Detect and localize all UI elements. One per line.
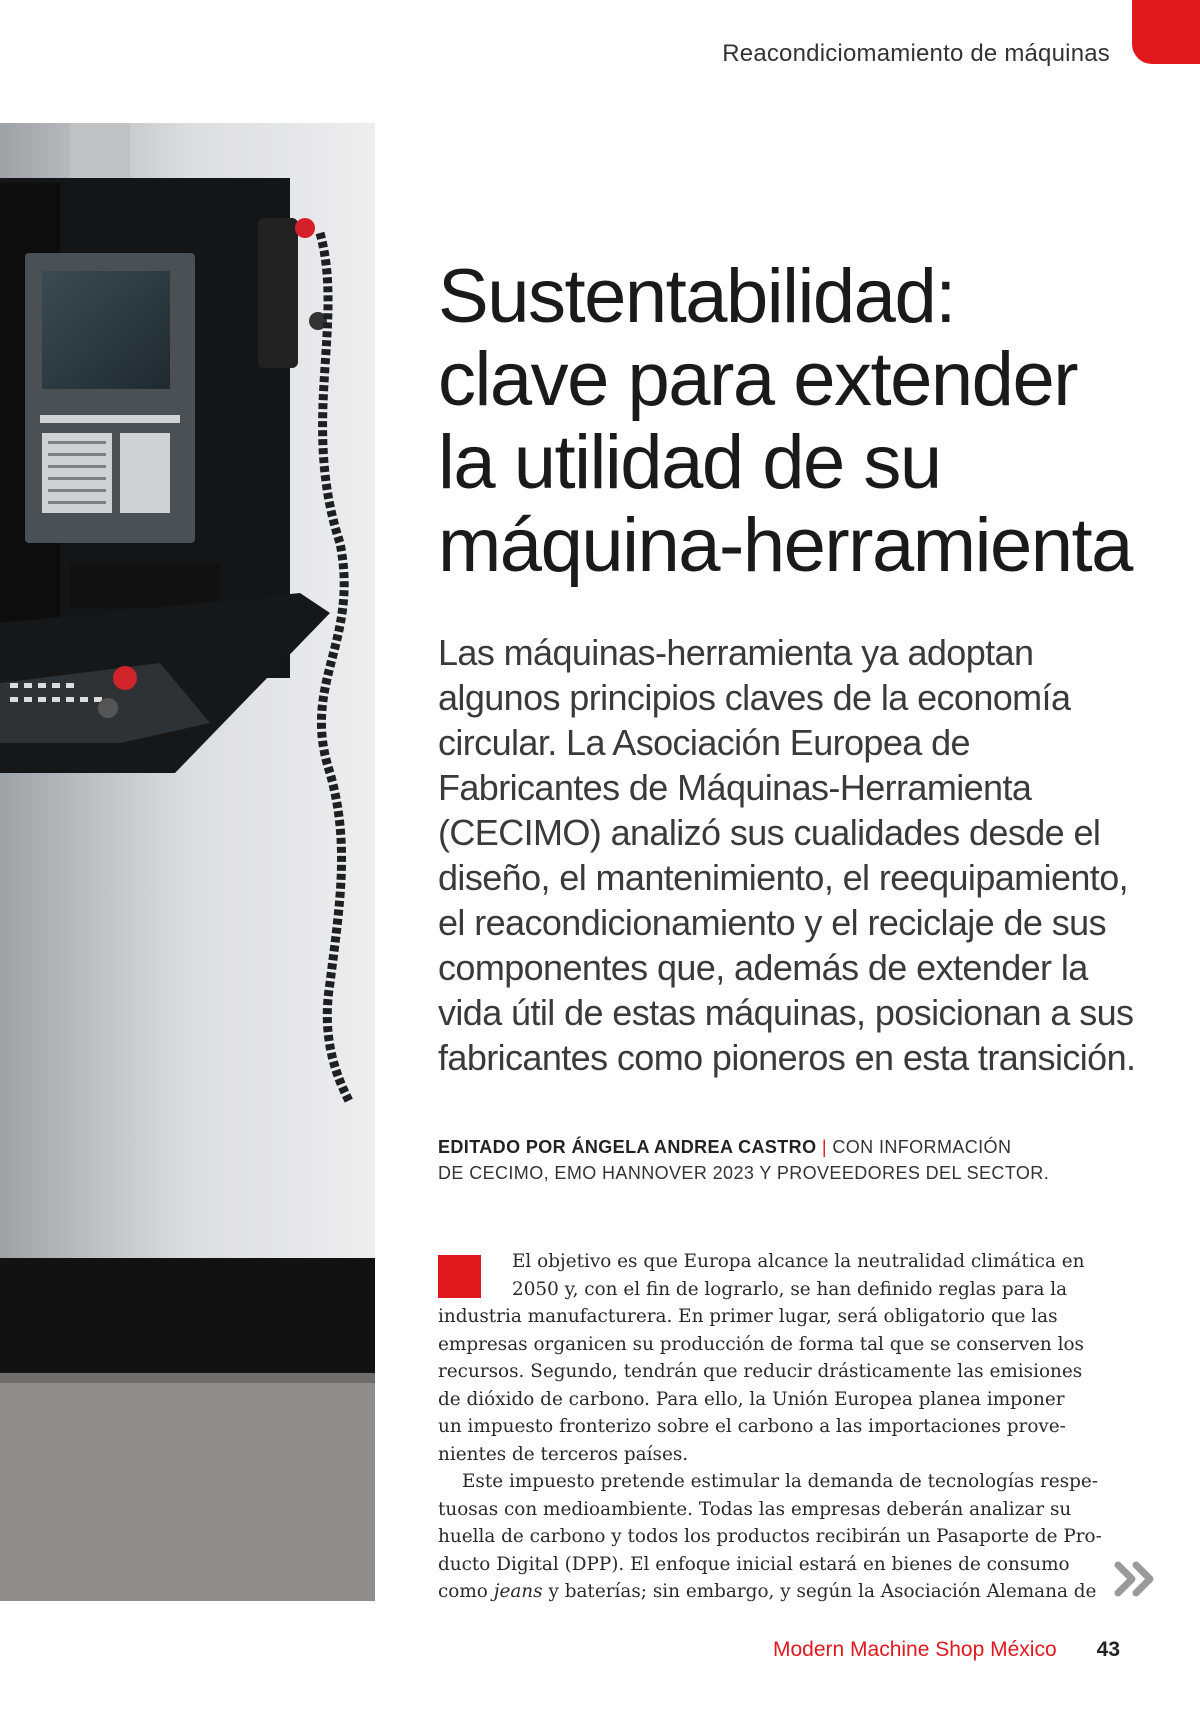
article-title (438, 255, 1158, 587)
magazine-name: Modern Machine Shop México (772, 1638, 1057, 1661)
body-line: Este impuesto pretende estimular la demanda de tecnologías respe- (462, 1471, 1098, 1492)
body-line: tuosas con medioambiente. Todas las empresas deberán analizar su (438, 1498, 1072, 1520)
title-line: la utilidad de su (438, 420, 941, 505)
article-lead (438, 630, 1178, 1080)
lead-line: Fabricantes de Máquinas-Herramienta (438, 767, 1032, 808)
page-number: 43 (1096, 1638, 1120, 1661)
body-word: como (438, 1581, 488, 1602)
lead-line: fabricantes como pioneros en esta transición. (438, 1037, 1136, 1078)
page-footer (773, 1638, 1120, 1662)
body-line: de dióxido de carbono. Para ello, la Unión Europea planea imponer (438, 1388, 1065, 1410)
body-line: empresas organicen su producción de forma tal que se conserven los (438, 1333, 1084, 1355)
body-line: nientes de terceros países. (438, 1443, 689, 1465)
lead-line: circular. La Asociación Europea de (438, 722, 970, 763)
byline-editor: EDITADO POR ÁNGELA ANDREA CASTRO (438, 1137, 817, 1157)
lead-line: diseño, el mantenimiento, el reequipamiento, (438, 857, 1129, 898)
title-line: máquina-herramienta (438, 503, 1132, 588)
body-line: recursos. Segundo, tendrán que reducir drásticamente las emisiones (438, 1361, 1083, 1382)
body-line: huella de carbono y todos los productos recibirán un Pasaporte de Pro- (438, 1526, 1102, 1547)
body-line: un impuesto fronterizo sobre el carbono a las importaciones prove- (438, 1416, 1066, 1437)
lead-line: el reacondicionamiento y el reciclaje de sus (438, 902, 1106, 943)
body-line: 2050 y, con el fin de lograrlo, se han definido reglas para la (512, 1278, 1068, 1300)
title-line: clave para extender (438, 337, 1078, 422)
article-body (438, 1248, 1106, 1606)
byline-separator: | (821, 1137, 827, 1157)
section-label: Reacondiciomamiento de máquinas (722, 40, 1110, 67)
body-line: El objetivo es que Europa alcance la neutralidad climática en (512, 1251, 1085, 1272)
corner-accent-tab (1132, 0, 1200, 64)
byline (438, 1134, 1158, 1186)
double-chevron-right-icon[interactable] (1112, 1555, 1160, 1603)
body-italic-word: jeans (493, 1581, 543, 1602)
byline-info: CON INFORMACIÓN (832, 1137, 1012, 1157)
title-line: Sustentabilidad: (438, 254, 955, 339)
body-line: ducto Digital (DPP). El enfoque inicial estará en bienes de consumo (438, 1553, 1070, 1575)
byline-info-continued: DE CECIMO, EMO HANNOVER 2023 Y PROVEEDORES DEL SECTOR. (438, 1163, 1050, 1183)
lead-line: (CECIMO) analizó sus cualidades desde el (438, 812, 1101, 853)
body-line: industria manufacturera. En primer lugar, será obligatorio que las (438, 1306, 1058, 1327)
lead-line: vida útil de estas máquinas, posicionan a sus (438, 992, 1134, 1033)
lead-line: Las máquinas-herramienta ya adoptan (438, 632, 1034, 673)
lead-line: componentes que, además de extender la (438, 947, 1088, 988)
body-line-mixed (438, 1578, 1106, 1606)
lead-line: algunos principios claves de la economía (438, 677, 1071, 718)
cnc-machine-photo (0, 123, 375, 1601)
body-word: y baterías; sin embargo, y según la Asociación Alemana de (548, 1581, 1097, 1602)
